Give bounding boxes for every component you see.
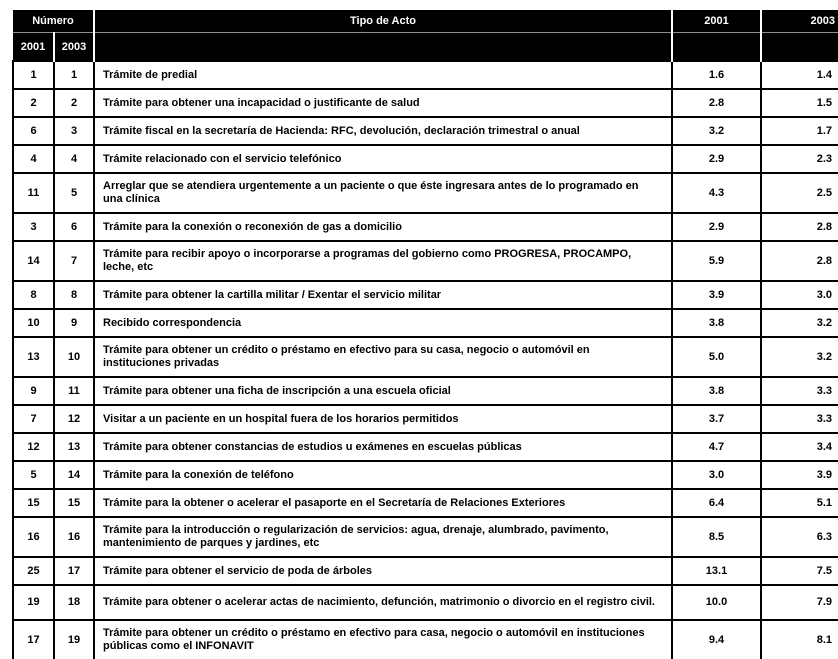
rank-2001-cell: 5: [13, 461, 54, 489]
rank-2003-cell: 19: [54, 620, 94, 659]
value-2001-cell: 3.8: [672, 377, 761, 405]
rank-2001-cell: 25: [13, 557, 54, 585]
tipo-de-acto-cell: Trámite para obtener o acelerar actas de nacimiento, defunción, matrimonio o divorcio en el registro civil.: [94, 585, 672, 620]
table-row: [13, 281, 838, 309]
rank-2001-cell: 4: [13, 145, 54, 173]
table-row: [13, 433, 838, 461]
table-row: [13, 213, 838, 241]
table-row: [13, 309, 838, 337]
value-2003-cell: 2.8: [761, 241, 838, 281]
value-2003-cell: 1.4: [761, 61, 838, 89]
rank-2001-cell: 12: [13, 433, 54, 461]
rank-2003-cell: 8: [54, 281, 94, 309]
value-2001-cell: 3.0: [672, 461, 761, 489]
table-row: [13, 337, 838, 377]
rank-2003-cell: 16: [54, 517, 94, 557]
value-2003-cell: 3.2: [761, 309, 838, 337]
table-row: [13, 620, 838, 659]
header-row-sub: [13, 33, 838, 62]
tipo-de-acto-cell: Trámite para obtener una incapacidad o justificante de salud: [94, 89, 672, 117]
table-row: [13, 145, 838, 173]
header-sub-2003: 2003: [54, 33, 94, 62]
value-2003-cell: 1.7: [761, 117, 838, 145]
value-2003-cell: 3.3: [761, 377, 838, 405]
value-2003-cell: 3.9: [761, 461, 838, 489]
table-body: [13, 61, 838, 659]
value-2001-cell: 9.4: [672, 620, 761, 659]
value-2001-cell: 5.0: [672, 337, 761, 377]
value-2001-cell: 2.9: [672, 213, 761, 241]
rank-2003-cell: 15: [54, 489, 94, 517]
value-2003-cell: 7.9: [761, 585, 838, 620]
value-2001-cell: 3.2: [672, 117, 761, 145]
table-row: [13, 117, 838, 145]
rank-2001-cell: 11: [13, 173, 54, 213]
value-2001-cell: 10.0: [672, 585, 761, 620]
tipo-de-acto-cell: Trámite para la conexión de teléfono: [94, 461, 672, 489]
rank-2003-cell: 4: [54, 145, 94, 173]
rank-2001-cell: 8: [13, 281, 54, 309]
rank-2003-cell: 11: [54, 377, 94, 405]
table-header: [13, 10, 838, 61]
table-row: [13, 489, 838, 517]
value-2001-cell: 4.3: [672, 173, 761, 213]
tipo-de-acto-cell: Trámite para obtener la cartilla militar / Exentar el servicio militar: [94, 281, 672, 309]
rank-2003-cell: 1: [54, 61, 94, 89]
rank-2001-cell: 19: [13, 585, 54, 620]
header-spacer-2003: [761, 33, 838, 62]
table-row: [13, 517, 838, 557]
rank-2003-cell: 13: [54, 433, 94, 461]
value-2003-cell: 3.3: [761, 405, 838, 433]
value-2003-cell: 2.5: [761, 173, 838, 213]
rank-2001-cell: 3: [13, 213, 54, 241]
value-2003-cell: 2.8: [761, 213, 838, 241]
table-row: [13, 89, 838, 117]
value-2001-cell: 1.6: [672, 61, 761, 89]
rank-2003-cell: 14: [54, 461, 94, 489]
value-2003-cell: 2.3: [761, 145, 838, 173]
header-sub-2001: 2001: [13, 33, 54, 62]
tipo-de-acto-cell: Trámite para obtener un crédito o préstamo en efectivo para casa, negocio o automóvil en instituciones públicas como el INFONAVIT: [94, 620, 672, 659]
table-row: [13, 461, 838, 489]
tipo-de-acto-cell: Recibido correspondencia: [94, 309, 672, 337]
tipo-de-acto-cell: Arreglar que se atendiera urgentemente a un paciente o que éste ingresara antes de lo programado en una clínica: [94, 173, 672, 213]
rank-2003-cell: 6: [54, 213, 94, 241]
tipo-de-acto-cell: Trámite para la introducción o regularización de servicios: agua, drenaje, alumbrado, pavimento, mantenimiento de parques y jardines, etc: [94, 517, 672, 557]
tipo-de-acto-cell: Trámite para obtener el servicio de poda de árboles: [94, 557, 672, 585]
value-2001-cell: 3.7: [672, 405, 761, 433]
header-2003-column: 2003: [761, 10, 838, 33]
table-row: [13, 377, 838, 405]
value-2001-cell: 8.5: [672, 517, 761, 557]
tipo-de-acto-cell: Trámite para obtener un crédito o préstamo en efectivo para su casa, negocio o automóvil en instituciones privadas: [94, 337, 672, 377]
rank-2001-cell: 7: [13, 405, 54, 433]
value-2003-cell: 3.4: [761, 433, 838, 461]
value-2001-cell: 13.1: [672, 557, 761, 585]
header-tipo-de-acto: Tipo de Acto: [94, 10, 672, 33]
tipo-de-acto-cell: Trámite fiscal en la secretaría de Hacienda: RFC, devolución, declaración trimestral o anual: [94, 117, 672, 145]
rank-2001-cell: 14: [13, 241, 54, 281]
rank-2003-cell: 10: [54, 337, 94, 377]
value-2003-cell: 3.2: [761, 337, 838, 377]
rank-2001-cell: 17: [13, 620, 54, 659]
tipo-de-acto-cell: Trámite para obtener una ficha de inscripción a una escuela oficial: [94, 377, 672, 405]
value-2001-cell: 6.4: [672, 489, 761, 517]
value-2003-cell: 5.1: [761, 489, 838, 517]
rank-2001-cell: 6: [13, 117, 54, 145]
value-2003-cell: 6.3: [761, 517, 838, 557]
header-numero-group: Número: [13, 10, 94, 33]
tipo-de-acto-cell: Visitar a un paciente en un hospital fuera de los horarios permitidos: [94, 405, 672, 433]
value-2001-cell: 4.7: [672, 433, 761, 461]
value-2001-cell: 5.9: [672, 241, 761, 281]
rank-2001-cell: 2: [13, 89, 54, 117]
rank-2003-cell: 18: [54, 585, 94, 620]
value-2003-cell: 1.5: [761, 89, 838, 117]
table-row: [13, 557, 838, 585]
value-2001-cell: 2.8: [672, 89, 761, 117]
rank-2003-cell: 2: [54, 89, 94, 117]
table-row: [13, 405, 838, 433]
tipo-de-acto-cell: Trámite para obtener constancias de estudios u exámenes en escuelas públicas: [94, 433, 672, 461]
rank-2001-cell: 9: [13, 377, 54, 405]
rank-2001-cell: 15: [13, 489, 54, 517]
table-row: [13, 173, 838, 213]
rank-2003-cell: 17: [54, 557, 94, 585]
tipo-de-acto-cell: Trámite para recibir apoyo o incorporarse a programas del gobierno como PROGRESA, PROCAMPO, leche, etc: [94, 241, 672, 281]
value-2003-cell: 3.0: [761, 281, 838, 309]
rank-2001-cell: 1: [13, 61, 54, 89]
value-2003-cell: 8.1: [761, 620, 838, 659]
rank-2001-cell: 16: [13, 517, 54, 557]
value-2001-cell: 3.9: [672, 281, 761, 309]
header-2001-column: 2001: [672, 10, 761, 33]
value-2001-cell: 3.8: [672, 309, 761, 337]
table-row: [13, 241, 838, 281]
value-2001-cell: 2.9: [672, 145, 761, 173]
value-2003-cell: 7.5: [761, 557, 838, 585]
tipo-de-acto-cell: Trámite para la conexión o reconexión de gas a domicilio: [94, 213, 672, 241]
rank-2001-cell: 13: [13, 337, 54, 377]
rank-2001-cell: 10: [13, 309, 54, 337]
table-row: [13, 585, 838, 620]
rank-2003-cell: 12: [54, 405, 94, 433]
rank-2003-cell: 3: [54, 117, 94, 145]
tipo-de-acto-cell: Trámite para la obtener o acelerar el pasaporte en el Secretaría de Relaciones Exteriores: [94, 489, 672, 517]
rank-2003-cell: 7: [54, 241, 94, 281]
tipo-de-acto-cell: Trámite relacionado con el servicio telefónico: [94, 145, 672, 173]
header-spacer-tipo: [94, 33, 672, 62]
table-row: [13, 61, 838, 89]
header-spacer-2001: [672, 33, 761, 62]
tipo-de-acto-cell: Trámite de predial: [94, 61, 672, 89]
acts-ranking-table: [12, 10, 838, 659]
rank-2003-cell: 5: [54, 173, 94, 213]
header-row-top: [13, 10, 838, 33]
rank-2003-cell: 9: [54, 309, 94, 337]
